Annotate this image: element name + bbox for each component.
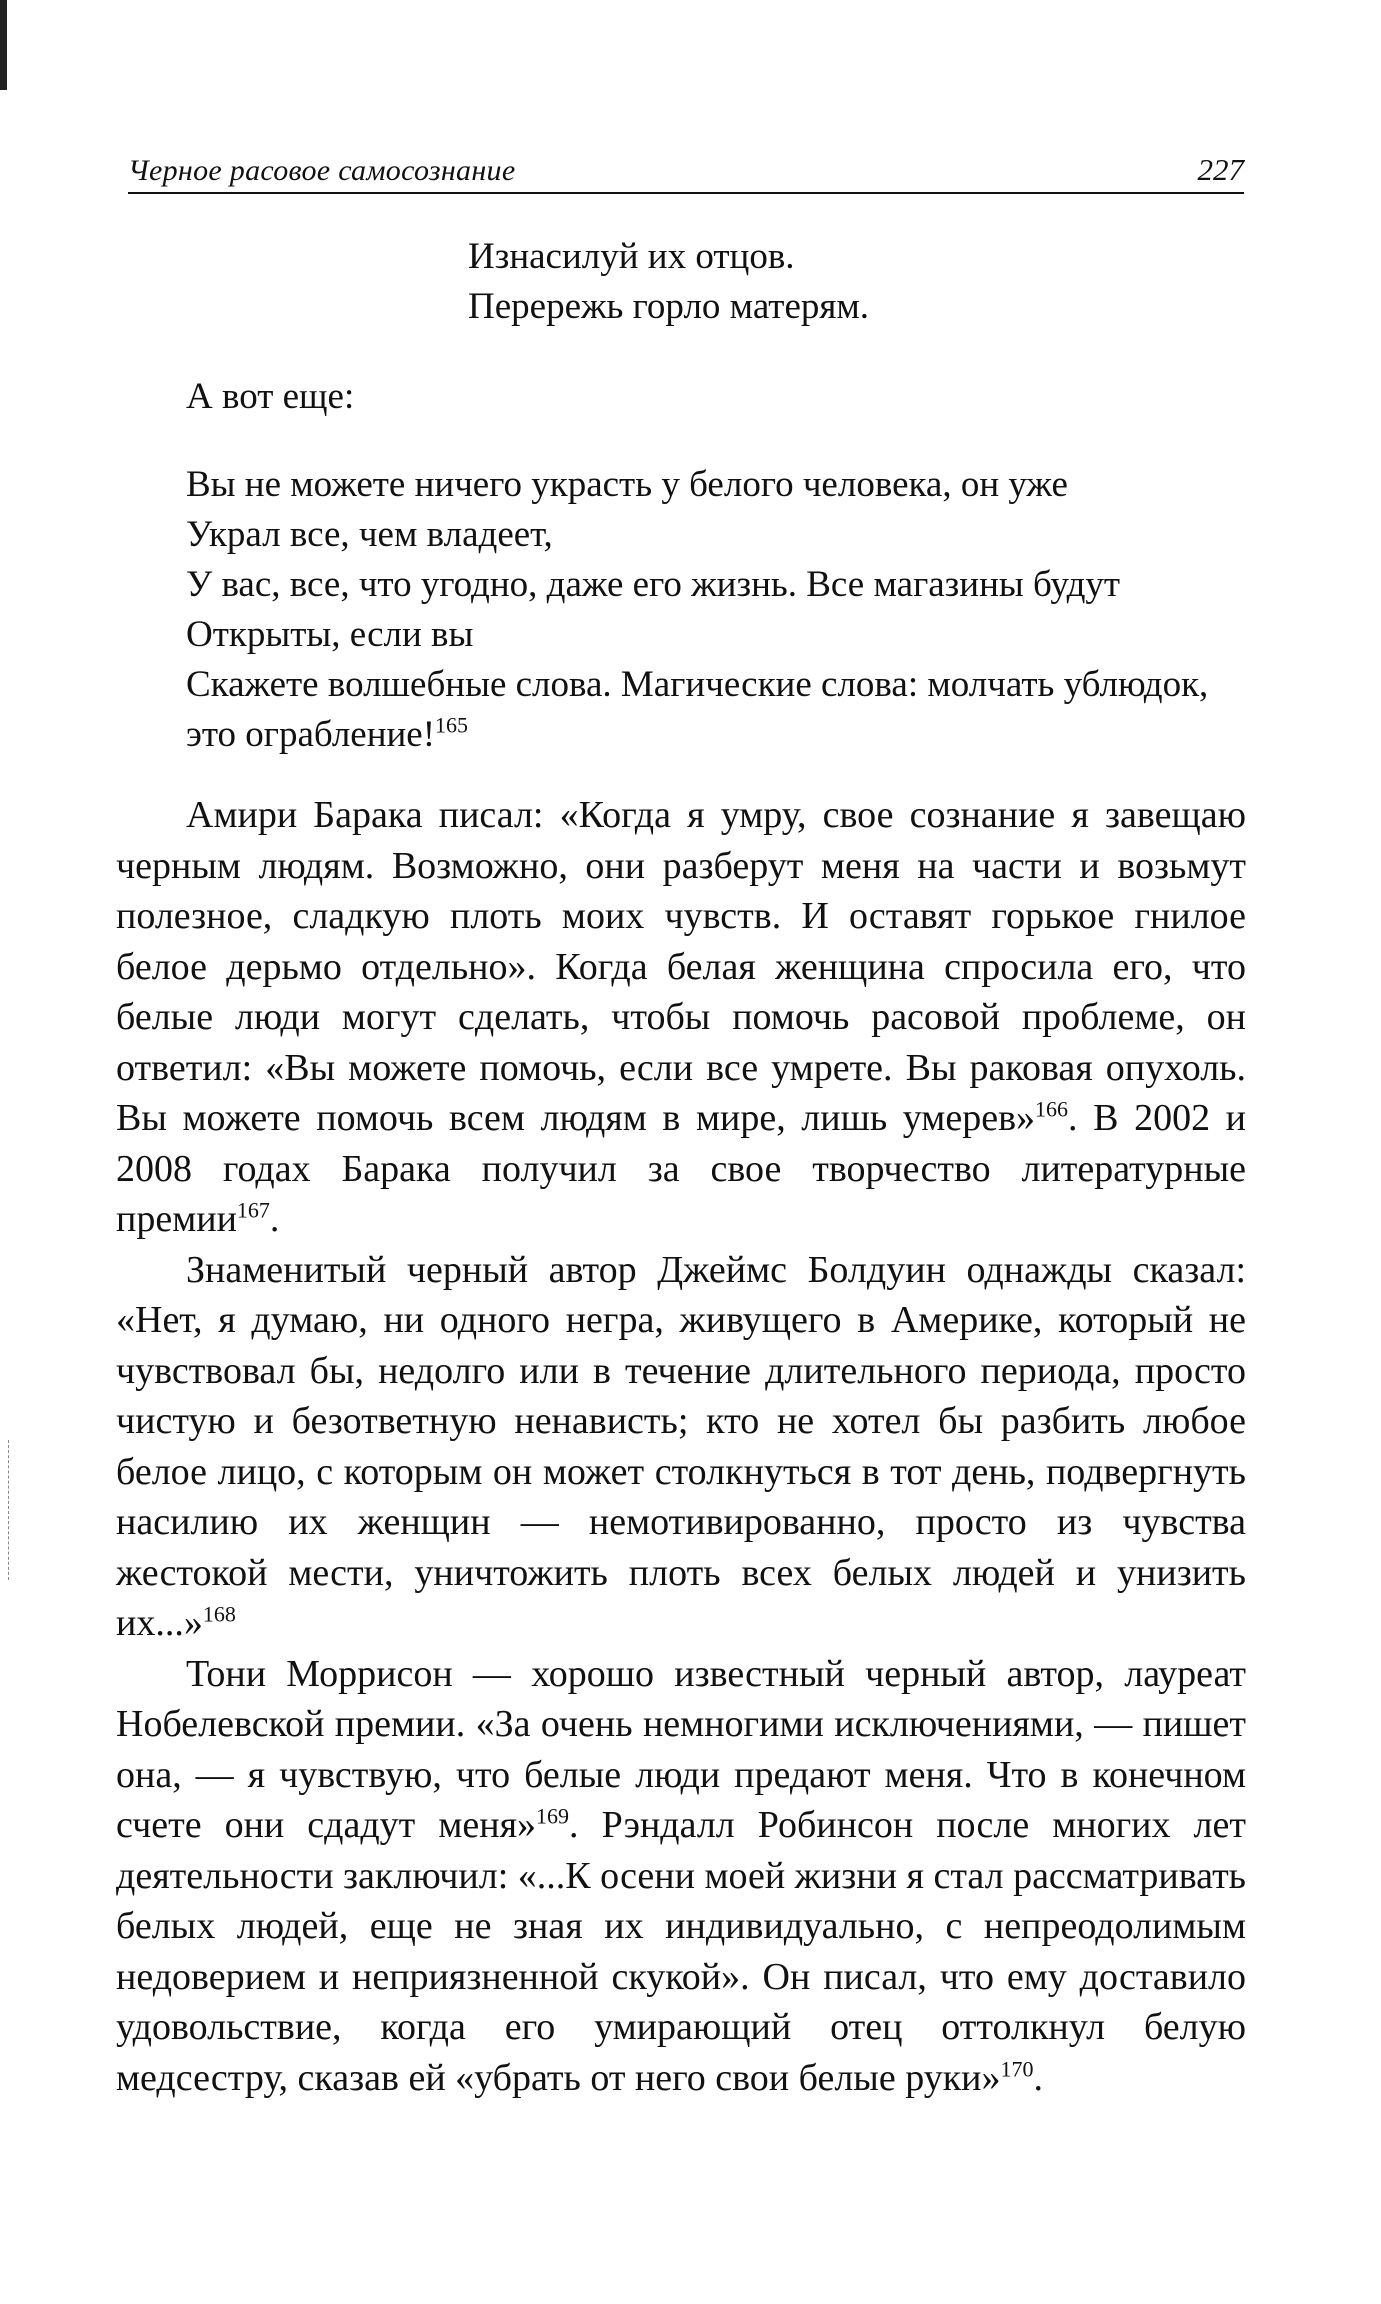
- footnote-marker: 170: [1000, 2055, 1034, 2081]
- verse-line: У вас, все, что угодно, даже его жизнь. Все магазины будут: [186, 564, 1121, 605]
- body-text: [116, 790, 1246, 2103]
- running-head: [128, 150, 1244, 194]
- quoted-verse: [186, 460, 1246, 760]
- lead-in-line: А вот еще:: [186, 376, 355, 417]
- paragraph-text: . В 2002 и 2008 годах Барака получил за свое творчество литературные премии: [116, 1097, 1247, 1240]
- scan-edge-artifact: [8, 1440, 11, 1580]
- paragraph: [116, 790, 1246, 1245]
- scan-edge-mark: [0, 0, 7, 90]
- verse-line: [186, 710, 1246, 760]
- footnote-marker: 165: [435, 712, 469, 738]
- paragraph-text: Тони Моррисон — хорошо известный черный автор, лауреат Нобелевской премии. «За очень немногими исключениями, — пишет она, — я чувствую, что белые люди предают меня. Что в конечном счете они сдадут меня»: [116, 1652, 1246, 1846]
- paragraph-text: .: [269, 1198, 280, 1240]
- verse-line: Открыты, если вы: [186, 614, 474, 655]
- page-number: 227: [1197, 152, 1244, 187]
- verse-line-text: это ограбление!: [186, 714, 436, 755]
- paragraph-text: . Рэндалл Робинсон после многих лет деятельности заключил: «...К осени моей жизни я стал рассматривать белых людей, еще не зная их индивидуально, с непреодолимым недоверием и неприязненной скукой». Он писал, что ему доставило удовольствие, когда его умирающий отец оттолкнул белую медсестру, сказав ей «убрать от него свои белые руки»: [116, 1804, 1246, 2099]
- paragraph-text: Знаменитый черный автор Джеймс Болдуин однажды сказал: «Нет, я думаю, ни одного негра, живущего в Америке, который не чувствовал бы, недолго или в течение длительного периода, просто чистую и безответную ненависть; кто не хотел бы разбить любое белое лицо, с которым он может столкнуться в тот день, подвергнуть насилию их женщин — немотивированно, просто из чувства жестокой мести, уничтожить плоть всех белых людей и унизить их...»: [116, 1248, 1246, 1644]
- running-head-title: Черное расовое самосознание: [128, 154, 516, 187]
- footnote-marker: 167: [236, 1197, 270, 1223]
- verse-line: Изнасилуй их отцов.: [468, 236, 795, 277]
- centered-verse: [468, 232, 869, 332]
- paragraph-text: .: [1033, 2056, 1044, 2099]
- paragraph: [116, 1245, 1246, 1649]
- verse-line: Скажете волшебные слова. Магические слова: молчать ублюдок,: [186, 664, 1209, 705]
- footnote-marker: 168: [202, 1601, 236, 1627]
- paragraph: [116, 1649, 1246, 2104]
- verse-line: Вы не можете ничего украсть у белого человека, он уже: [186, 464, 1068, 505]
- verse-line: Перережь горло матерям.: [468, 286, 870, 327]
- paragraph-text: Амири Барака писал: «Когда я умру, свое сознание я завещаю черным людям. Возможно, они разберут меня на части и возьмут полезное, сладкую плоть моих чувств. И оставят горькое гнилое белое дерьмо отдельно». Когда белая женщина спросила его, что белые люди могут сделать, чтобы помочь расовой проблеме, он ответил: «Вы можете помочь, если все умрете. Вы раковая опухоль. Вы можете помочь всем людям в мире, лишь умерев»: [116, 794, 1246, 1139]
- footnote-marker: 166: [1035, 1096, 1069, 1122]
- verse-line: Украл все, чем владеет,: [186, 514, 553, 555]
- footnote-marker: 169: [536, 1803, 570, 1829]
